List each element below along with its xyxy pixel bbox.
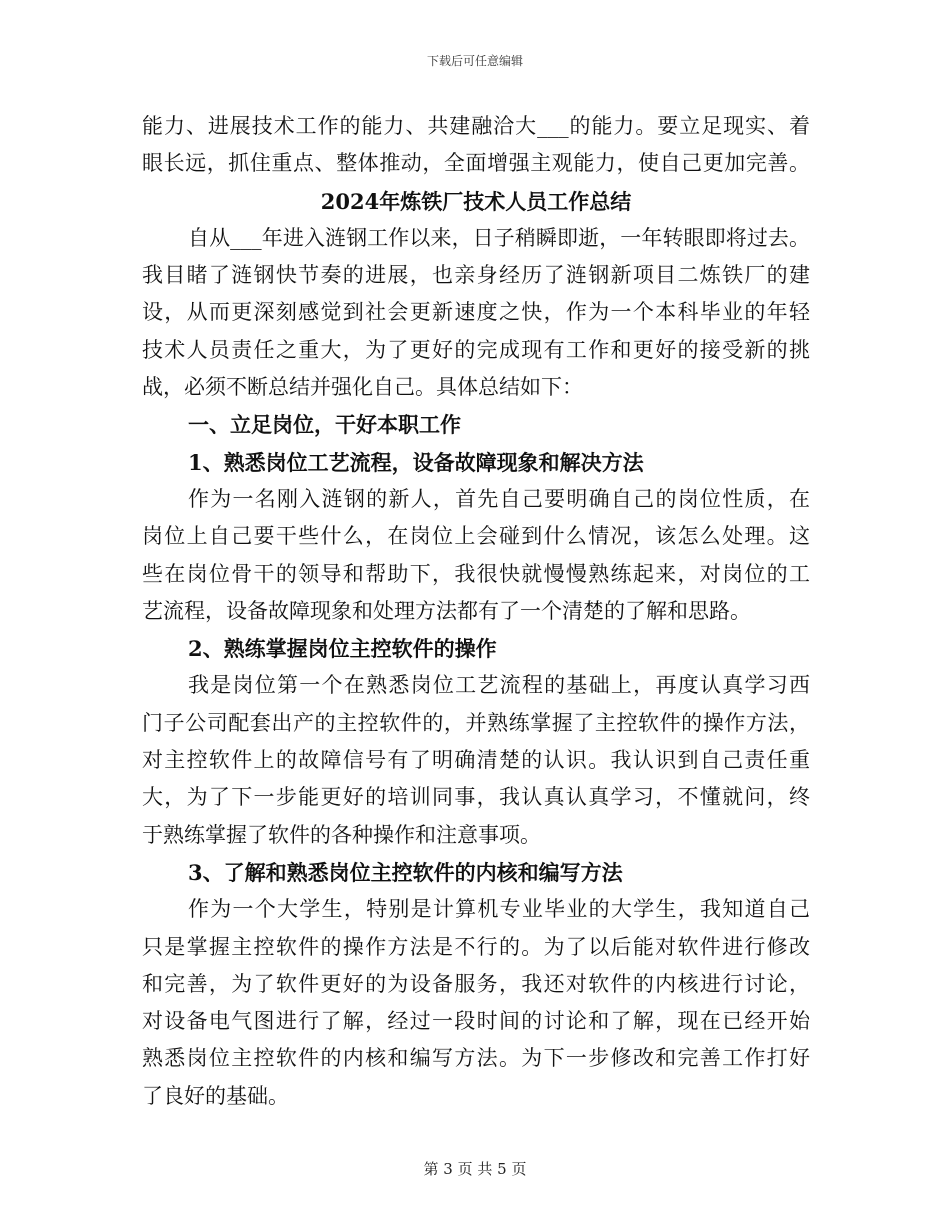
body-line: 熟悉岗位主控软件的内核和编写方法。为下一步修改和完善工作打好 bbox=[142, 1046, 810, 1071]
body-line: 我是岗位第一个在熟悉岗位工艺流程的基础上，再度认真学习西 bbox=[188, 673, 810, 698]
body-line: 对主控软件上的故障信号有了明确清楚的认识。我认识到自己责任重 bbox=[142, 748, 810, 773]
body-line: 我目睹了涟钢快节奏的进展，也亲身经历了涟钢新项目二炼铁厂的建 bbox=[142, 263, 810, 288]
body-line: 门子公司配套出产的主控软件的，并熟练掌握了主控软件的操作方法， bbox=[142, 710, 810, 735]
body-line: 和完善，为了软件更好的为设备服务，我还对软件的内核进行讨论， bbox=[142, 971, 810, 996]
page-footer: 第 3 页 共 5 页 bbox=[423, 1160, 527, 1178]
body-line: 大，为了下一步能更好的培训同事，我认真认真学习，不懂就问，终 bbox=[142, 785, 810, 810]
body-line: 作为一个大学生，特别是计算机专业毕业的大学生，我知道自己 bbox=[188, 897, 810, 922]
body-line: 艺流程，设备故障现象和处理方法都有了一个清楚的了解和思路。 bbox=[142, 598, 751, 623]
body-line: 作为一名刚入涟钢的新人，首先自己要明确自己的岗位性质，在 bbox=[188, 486, 810, 511]
body-line: 眼长远，抓住重点、整体推动，全面增强主观能力，使自己更加完善。 bbox=[142, 151, 810, 176]
subsection-heading: 2、熟练掌握岗位主控软件的操作 bbox=[188, 636, 497, 662]
document-body bbox=[142, 108, 810, 1115]
body-line: 了良好的基础。 bbox=[142, 1083, 289, 1108]
page-header: 下载后可任意编辑 bbox=[426, 54, 523, 68]
body-line: 战，必须不断总结并强化自己。具体总结如下： bbox=[142, 375, 583, 400]
body-line: 技术人员责任之重大，为了更好的完成现有工作和更好的接受新的挑 bbox=[142, 337, 810, 362]
subsection-heading: 1、熟悉岗位工艺流程，设备故障现象和解决方法 bbox=[188, 449, 644, 475]
body-line: 只是掌握主控软件的操作方法是不行的。为了以后能对软件进行修改 bbox=[142, 934, 810, 959]
subsection-heading: 3、了解和熟悉岗位主控软件的内核和编写方法 bbox=[188, 859, 623, 885]
body-line: 些在岗位骨干的领导和帮助下，我很快就慢慢熟练起来，对岗位的工 bbox=[142, 561, 810, 586]
body-line: 设，从而更深刻感觉到社会更新速度之快，作为一个本科毕业的年轻 bbox=[142, 300, 810, 325]
body-line: 能力、进展技术工作的能力、共建融洽大___的能力。要立足现实、着 bbox=[142, 114, 810, 138]
body-line: 岗位上自己要干些什么，在岗位上会碰到什么情况，该怎么处理。这 bbox=[142, 524, 810, 549]
body-line: 于熟练掌握了软件的各种操作和注意事项。 bbox=[142, 822, 541, 847]
body-line: 对设备电气图进行了解，经过一段时间的讨论和了解，现在已经开始 bbox=[142, 1009, 810, 1034]
body-line: 自从___年进入涟钢工作以来，日子稍瞬即逝，一年转眼即将过去。 bbox=[188, 225, 810, 250]
document-title: 2024年炼铁厂技术人员工作总结 bbox=[320, 188, 632, 214]
section-heading: 一、立足岗位，干好本职工作 bbox=[188, 412, 461, 438]
